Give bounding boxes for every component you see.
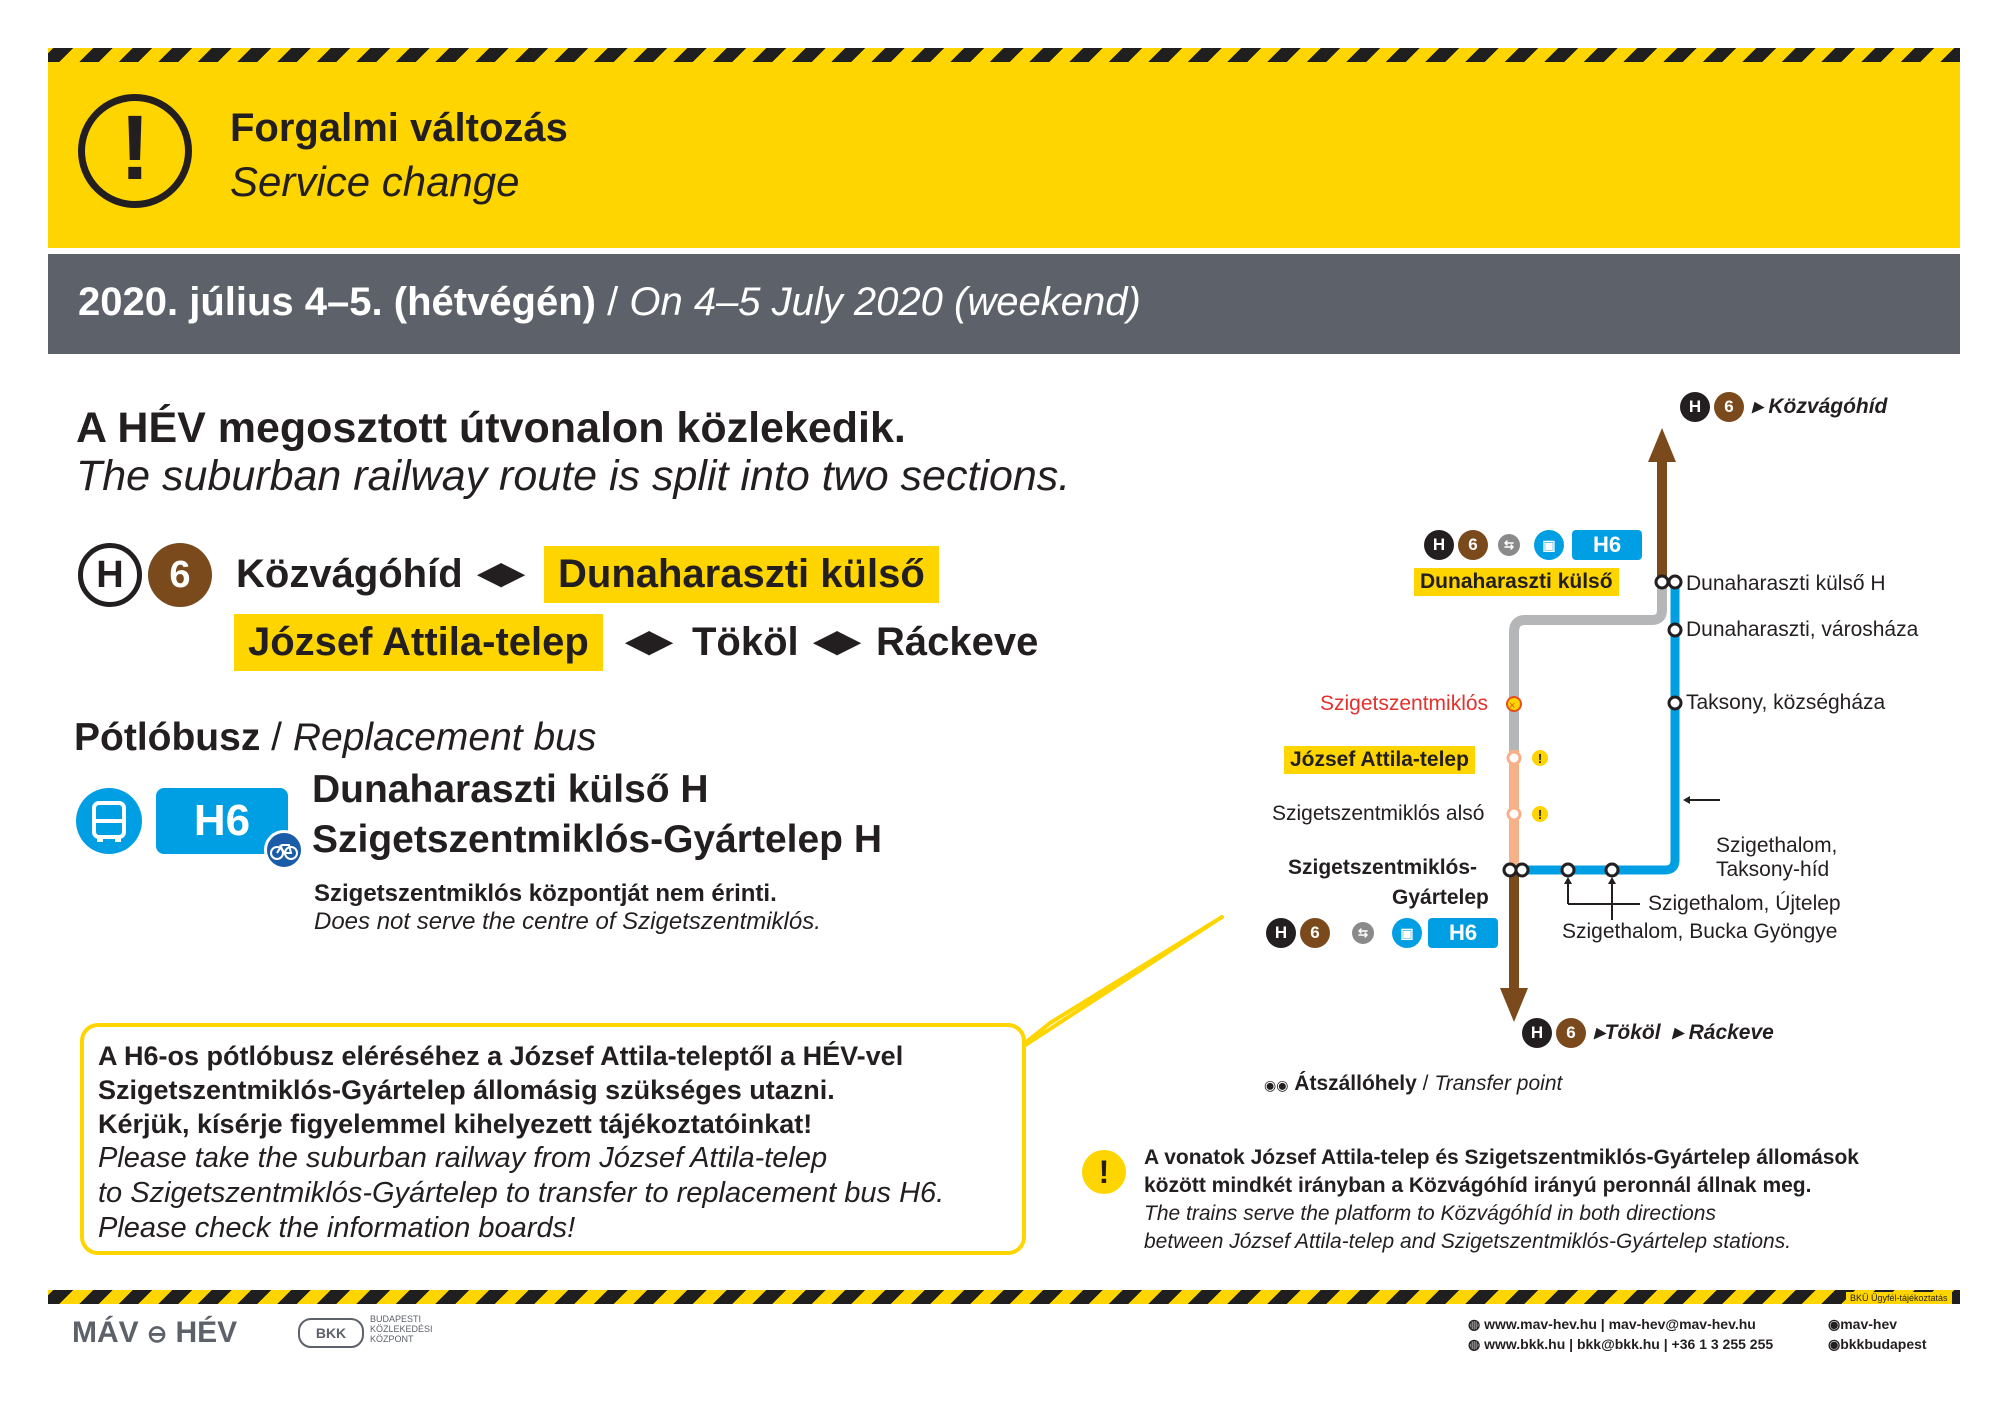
title-separator: / [260, 716, 293, 759]
platform-note-en: The trains serve the platform to Közvágóhíd in both directions [1144, 1202, 1716, 1225]
platform-note [1144, 1144, 1859, 1256]
bus-note-hu: Szigetszentmiklós központját nem érinti. [314, 880, 777, 907]
social-mav: ◉mav-hev [1828, 1316, 1898, 1332]
hev-logo-icon: H [1522, 1018, 1552, 1048]
map-stop-ujtelep: Szigethalom, Újtelep [1648, 892, 1841, 915]
callout-hu-line: Kérjük, kísérje figyelemmel kihelyezett tájékoztatóinkat! [98, 1109, 813, 1139]
bus-stop-gyartelep: Szigetszentmiklós-Gyártelep H [312, 818, 882, 861]
warning-icon: ! [1532, 806, 1548, 822]
headline-en: The suburban railway route is split into two sections. [76, 452, 1071, 500]
warning-icon: ! [1532, 750, 1548, 766]
credit-label: BKÜ Ügyfél-tájékoztatás [1846, 1292, 1952, 1304]
svg-text:×: × [1509, 700, 1516, 712]
callout-en-line: Please take the suburban railway from József Attila-telep [98, 1142, 828, 1174]
bus-route [1520, 582, 1675, 870]
warning-icon: ! [78, 94, 192, 208]
bus-icon: ▣ [1392, 918, 1422, 948]
platform-note-en: between József Attila-telep and Szigetszentmiklós-Gyártelep stations. [1144, 1230, 1792, 1253]
route-rackeve: Ráckeve [876, 620, 1039, 664]
platform-warning-icon: ! [1082, 1150, 1126, 1194]
map-station-closed: Szigetszentmiklós [1320, 692, 1489, 715]
transfer-legend: ◉◉ Átszállóhely / Transfer point [1264, 1072, 1563, 1095]
callout-hu-line: A H6-os pótlóbusz eléréséhez a József Attila-teleptől a HÉV-vel [98, 1041, 904, 1071]
line-6-badge: 6 [1714, 392, 1744, 422]
map-stop-szigethalom: Szigethalom, [1716, 834, 1838, 857]
bus-note-en: Does not serve the centre of Szigetszentmiklós. [314, 908, 821, 935]
contact-bkk: ◍ www.bkk.hu | bkk@bkk.hu | +36 1 3 255 255 [1468, 1336, 1774, 1352]
bus-icon: ▣ [1534, 530, 1564, 560]
line-6-badge: 6 [1458, 530, 1488, 560]
platform-note-hu: A vonatok József Attila-telep és Szigetszentmiklós-Gyártelep állomások [1144, 1146, 1859, 1169]
mav-hev-logo: MÁV ⊖ HÉV [72, 1316, 238, 1349]
map-station-jat: József Attila-telep [1284, 746, 1475, 774]
arrow-up-icon [1648, 428, 1676, 462]
bidirectional-arrow-icon: ◀▶ [626, 625, 673, 658]
date-separator: / [596, 280, 630, 324]
replacement-title-en: Replacement bus [292, 716, 597, 759]
transfer-label-hu: Átszállóhely [1294, 1072, 1417, 1095]
route-jozsef-attila-telep: József Attila-telep [234, 614, 603, 671]
callout-en-line: Please check the information boards! [98, 1212, 576, 1244]
hev-letter: H [96, 553, 124, 596]
closed-section [1514, 580, 1662, 750]
social-bkk: ◉bkkbudapest [1828, 1336, 1927, 1352]
hev-logo-icon: H [1680, 392, 1710, 422]
bidirectional-arrow-icon: ◀▶ [478, 557, 525, 590]
h6-map-badge: H6 [1572, 530, 1642, 560]
callout-hu-line: Szigetszentmiklós-Gyártelep állomásig szükséges utazni. [98, 1075, 835, 1105]
transfer-icon: ⇆ [1498, 534, 1520, 556]
date-en: On 4–5 July 2020 (weekend) [629, 280, 1141, 324]
replacement-title-hu: Pótlóbusz [74, 716, 261, 759]
bidirectional-arrow-icon: ◀▶ [814, 625, 861, 658]
line-6-badge: 6 [1300, 918, 1330, 948]
platform-note-hu: között mindkét irányban a Közvágóhíd irányú peronnál állnak meg. [1144, 1174, 1812, 1197]
map-station-dunaharaszti: Dunaharaszti külső [1414, 568, 1619, 596]
h6-label: H6 [193, 796, 251, 845]
map-station-also: Szigetszentmiklós alsó [1272, 802, 1485, 825]
map-stop-dunaharaszti-kulso: Dunaharaszti külső H [1686, 572, 1886, 595]
map-station-gyartelep-2: Gyártelep [1392, 886, 1489, 909]
route-dunaharaszti-kulso: Dunaharaszti külső [544, 546, 939, 603]
map-station-gyartelep-1: Szigetszentmiklós- [1288, 856, 1478, 879]
page-title: Forgalmi változás [230, 106, 568, 150]
map-stop-varoshaza: Dunaharaszti, városháza [1686, 618, 1919, 641]
map-stop-taksony-hid: Taksony-híd [1716, 858, 1830, 881]
map-dest-tokol: ▸Tököl ▸ Ráckeve [1594, 1021, 1774, 1044]
date-hu: 2020. július 4–5. (hétvégén) [78, 280, 596, 324]
transfer-icon: ⇆ [1352, 922, 1374, 944]
map-stop-bucka: Szigethalom, Bucka Gyöngye [1562, 920, 1838, 943]
route-kozvagohid: Közvágóhíd [236, 552, 463, 596]
map-stop-taksony: Taksony, községháza [1686, 691, 1886, 714]
bkk-subtitle: BUDAPESTI KÖZLEKEDÉSI KÖZPONT [370, 1314, 433, 1344]
line-number: 6 [169, 553, 191, 596]
transfer-label-en: Transfer point [1434, 1072, 1563, 1095]
callout-en-line: to Szigetszentmiklós-Gyártelep to transfer to replacement bus H6. [98, 1177, 945, 1209]
contact-mav: ◍ www.mav-hev.hu | mav-hev@mav-hev.hu [1468, 1316, 1756, 1332]
headline-hu: A HÉV megosztott útvonalon közlekedik. [76, 404, 906, 452]
bkk-logo: BKK [298, 1318, 364, 1348]
bus-stop-dunaharaszti: Dunaharaszti külső H [312, 768, 709, 811]
arrow-down-icon [1500, 988, 1528, 1022]
h6-map-badge: H6 [1428, 918, 1498, 948]
map-dest-kozvagohid: ▸ Közvágóhíd [1752, 395, 1888, 418]
hev-logo-icon: H [1424, 530, 1454, 560]
page-subtitle: Service change [230, 158, 520, 205]
transfer-icon: ◉◉ [1264, 1077, 1289, 1093]
hev-logo-icon: H [1266, 918, 1296, 948]
hazard-stripe-bottom [48, 1290, 1960, 1304]
line-6-badge: 6 [1556, 1018, 1586, 1048]
route-tokol: Tököl [692, 620, 799, 664]
